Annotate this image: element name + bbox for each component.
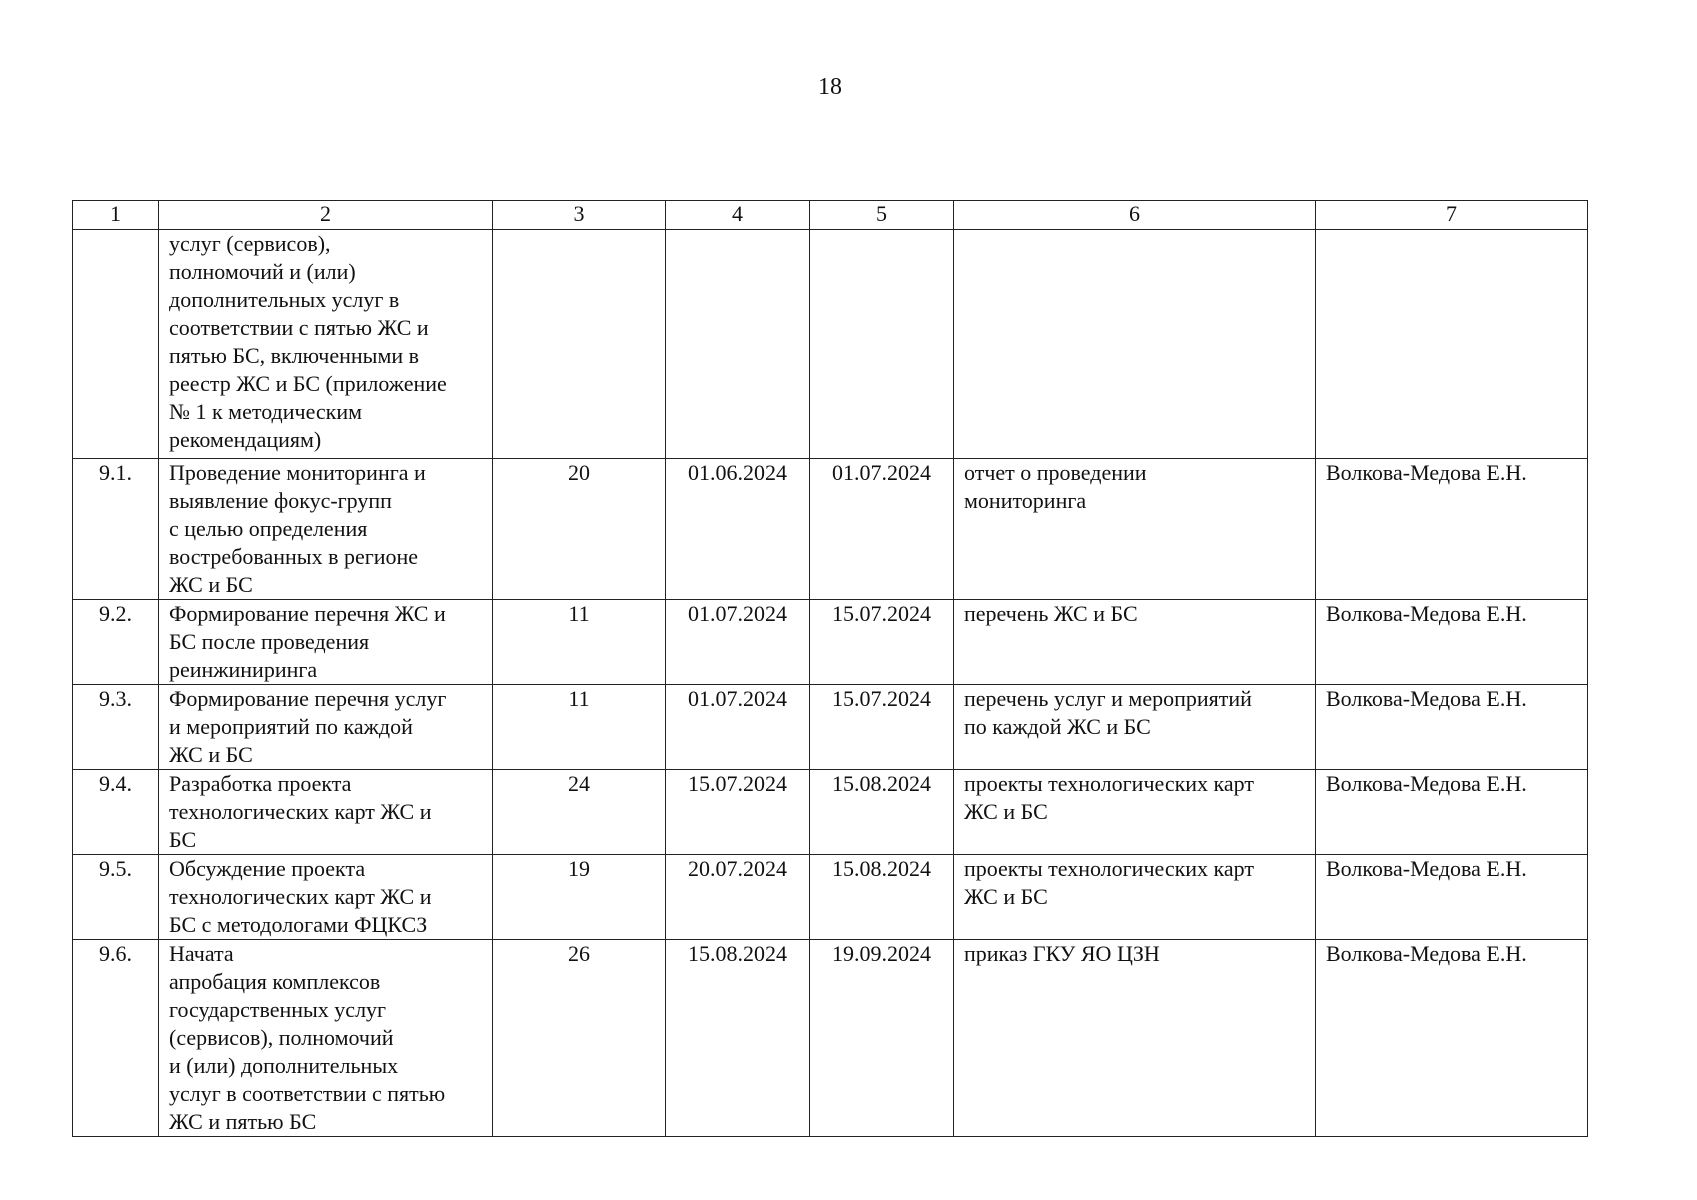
- table-row: [73, 685, 1588, 770]
- table-row: [73, 940, 1588, 1137]
- cell-responsible: Волкова-Медова Е.Н.: [1316, 600, 1588, 685]
- cell-number: 9.3.: [73, 685, 159, 770]
- cell-days: [493, 230, 666, 459]
- cell-start-date: 01.07.2024: [666, 600, 810, 685]
- cell-end-date: 15.08.2024: [810, 770, 954, 855]
- plan-table: [72, 200, 1588, 1137]
- cell-end-date: [810, 230, 954, 459]
- cell-end-date: 19.09.2024: [810, 940, 954, 1137]
- cell-start-date: [666, 230, 810, 459]
- cell-start-date: 01.06.2024: [666, 459, 810, 600]
- header-row: [73, 201, 1588, 230]
- cell-days: 26: [493, 940, 666, 1137]
- cell-start-date: 01.07.2024: [666, 685, 810, 770]
- col-header-4: 4: [666, 201, 810, 230]
- cell-event: Разработка проекта технологических карт ЖС и БС: [159, 770, 493, 855]
- cell-end-date: 15.07.2024: [810, 600, 954, 685]
- table-row: [73, 230, 1588, 459]
- col-header-1: 1: [73, 201, 159, 230]
- cell-end-date: 15.08.2024: [810, 855, 954, 940]
- cell-end-date: 15.07.2024: [810, 685, 954, 770]
- cell-start-date: 15.08.2024: [666, 940, 810, 1137]
- col-header-6: 6: [954, 201, 1316, 230]
- col-header-7: 7: [1316, 201, 1588, 230]
- table-row: [73, 459, 1588, 600]
- cell-result: приказ ГКУ ЯО ЦЗН: [954, 940, 1316, 1137]
- cell-number: 9.4.: [73, 770, 159, 855]
- cell-result: перечень услуг и мероприятий по каждой ЖС и БС: [954, 685, 1316, 770]
- cell-days: 24: [493, 770, 666, 855]
- cell-number: [73, 230, 159, 459]
- cell-responsible: Волкова-Медова Е.Н.: [1316, 940, 1588, 1137]
- cell-responsible: Волкова-Медова Е.Н.: [1316, 459, 1588, 600]
- cell-result: перечень ЖС и БС: [954, 600, 1316, 685]
- table-row: [73, 770, 1588, 855]
- col-header-5: 5: [810, 201, 954, 230]
- cell-number: 9.5.: [73, 855, 159, 940]
- cell-start-date: 20.07.2024: [666, 855, 810, 940]
- cell-event: Формирование перечня ЖС и БС после проведения реинжиниринга: [159, 600, 493, 685]
- cell-days: 19: [493, 855, 666, 940]
- col-header-2: 2: [159, 201, 493, 230]
- cell-number: 9.6.: [73, 940, 159, 1137]
- cell-result: проекты технологических карт ЖС и БС: [954, 770, 1316, 855]
- table-row: [73, 855, 1588, 940]
- page-number: 18: [818, 74, 842, 100]
- cell-days: 20: [493, 459, 666, 600]
- cell-responsible: [1316, 230, 1588, 459]
- cell-start-date: 15.07.2024: [666, 770, 810, 855]
- cell-number: 9.1.: [73, 459, 159, 600]
- cell-responsible: Волкова-Медова Е.Н.: [1316, 685, 1588, 770]
- table-row: [73, 600, 1588, 685]
- cell-days: 11: [493, 685, 666, 770]
- table-body: [73, 230, 1588, 1137]
- cell-event: Формирование перечня услуг и мероприятий по каждой ЖС и БС: [159, 685, 493, 770]
- cell-event: услуг (сервисов), полномочий и (или) дополнительных услуг в соответствии с пятью ЖС и пятью БС, включенными в реестр ЖС и БС (приложение № 1 к методическим рекомендациям): [159, 230, 493, 459]
- cell-result: проекты технологических карт ЖС и БС: [954, 855, 1316, 940]
- cell-result: [954, 230, 1316, 459]
- cell-event: Проведение мониторинга и выявление фокус-групп с целью определения востребованных в регионе ЖС и БС: [159, 459, 493, 600]
- cell-event: Начата апробация комплексов государственных услуг (сервисов), полномочий и (или) дополнительных услуг в соответствии с пятью ЖС и пятью БС: [159, 940, 493, 1137]
- cell-event: Обсуждение проекта технологических карт ЖС и БС с методологами ФЦКСЗ: [159, 855, 493, 940]
- cell-days: 11: [493, 600, 666, 685]
- cell-end-date: 01.07.2024: [810, 459, 954, 600]
- cell-responsible: Волкова-Медова Е.Н.: [1316, 855, 1588, 940]
- cell-responsible: Волкова-Медова Е.Н.: [1316, 770, 1588, 855]
- cell-result: отчет о проведении мониторинга: [954, 459, 1316, 600]
- col-header-3: 3: [493, 201, 666, 230]
- cell-number: 9.2.: [73, 600, 159, 685]
